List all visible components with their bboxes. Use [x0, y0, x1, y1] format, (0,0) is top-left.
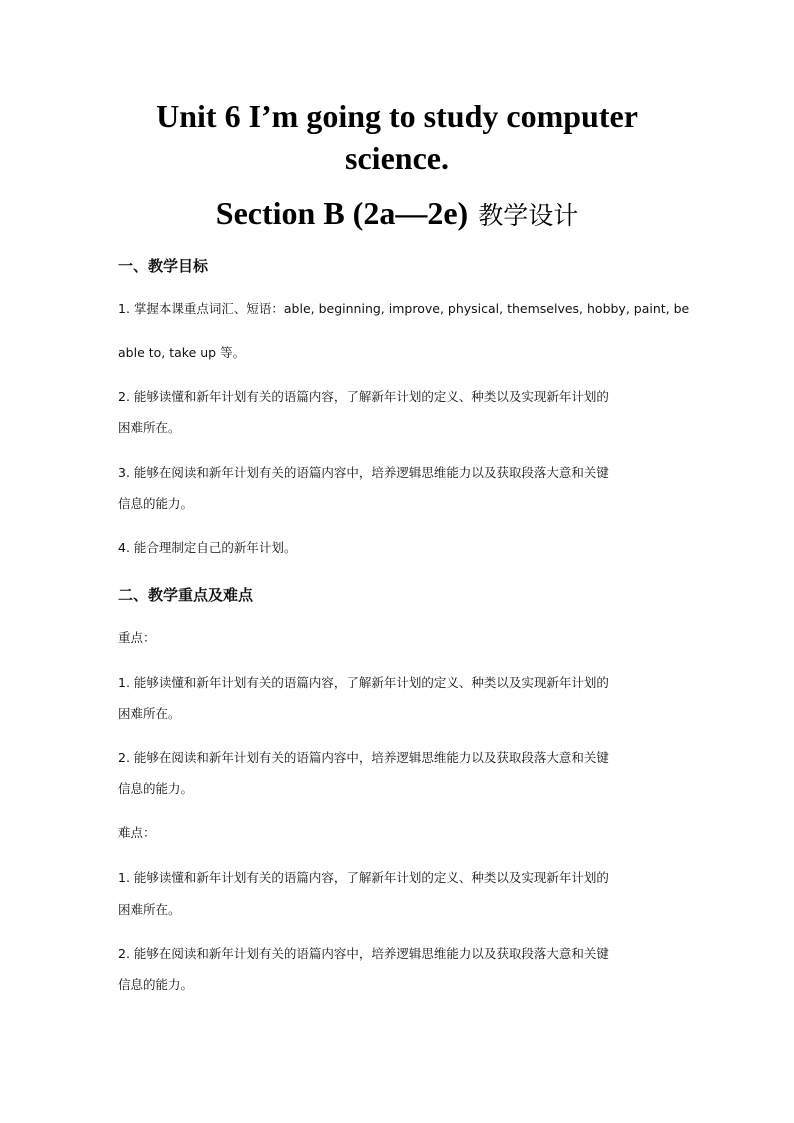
goal-1-line-2: able to, take up 等。: [118, 345, 246, 360]
doc-subtitle-en: Section B (2a—2e): [215, 195, 469, 231]
key-points-label: 重点：: [118, 630, 156, 645]
difficulty-2-line-2: 信息的能力。: [118, 977, 194, 992]
key-1-line-1: 1. 能够读懂和新年计划有关的语篇内容，了解新年计划的定义、种类以及实现新年计划的: [118, 675, 609, 690]
difficulty-2-line-1: 2. 能够在阅读和新年计划有关的语篇内容中，培养逻辑思维能力以及获取段落大意和关键: [118, 946, 609, 961]
doc-title-line2: science.: [345, 140, 449, 176]
key-1-line-2: 困难所在。: [118, 706, 181, 721]
key-2-line-1: 2. 能够在阅读和新年计划有关的语篇内容中，培养逻辑思维能力以及获取段落大意和关键: [118, 750, 609, 765]
goal-3-line-2: 信息的能力。: [118, 496, 194, 511]
section-heading-key-points: 二、教学重点及难点: [118, 586, 254, 604]
goal-2-line-1: 2. 能够读懂和新年计划有关的语篇内容，了解新年计划的定义、种类以及实现新年计划的: [118, 389, 609, 404]
doc-title-line1: Unit 6 I’m going to study computer: [156, 98, 638, 134]
difficulty-1-line-1: 1. 能够读懂和新年计划有关的语篇内容，了解新年计划的定义、种类以及实现新年计划的: [118, 870, 609, 885]
goal-1-line-1: 1. 掌握本课重点词汇、短语：able, beginning, improve, physical, themselves, hobby, paint, be: [118, 301, 690, 316]
section-heading-objectives: 一、教学目标: [118, 257, 209, 275]
goal-4-line-1: 4. 能合理制定自己的新年计划。: [118, 540, 297, 555]
difficult-points-label: 难点：: [118, 825, 156, 840]
key-2-line-2: 信息的能力。: [118, 781, 194, 796]
difficulty-1-line-2: 困难所在。: [118, 902, 181, 917]
goal-2-line-2: 困难所在。: [118, 420, 181, 435]
goal-3-line-1: 3. 能够在阅读和新年计划有关的语篇内容中，培养逻辑思维能力以及获取段落大意和关键: [118, 465, 609, 480]
doc-subtitle: [100, 195, 694, 232]
doc-subtitle-zh: 教学设计: [478, 201, 579, 230]
